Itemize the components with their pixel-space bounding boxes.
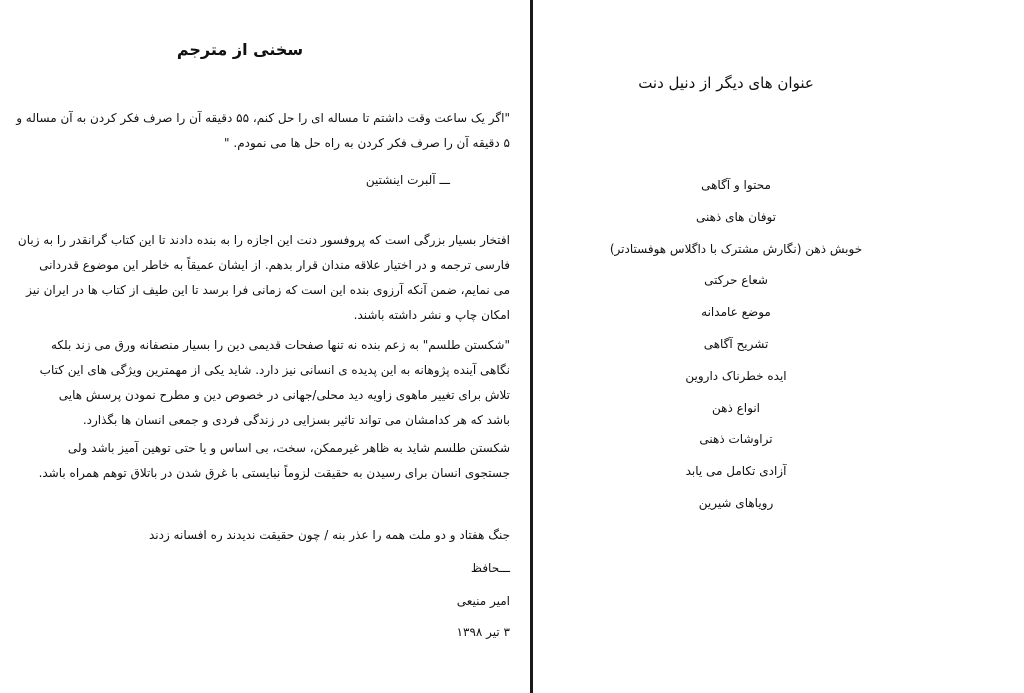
list-item: شعاع حرکتی: [704, 273, 768, 288]
other-titles-heading: عنوان های دیگر از دنیل دنت: [638, 74, 814, 92]
page-title: سخنی از مترجم: [176, 40, 304, 59]
list-item: تراوشات ذهنی: [699, 432, 773, 447]
paragraph-line: امکان چاپ و نشر داشته باشند.: [353, 308, 510, 322]
verse: جنگ هفتاد و دو ملت همه را عذر بنه / چون حقیقت ندیدند ره افسانه زدند: [148, 528, 510, 542]
paragraph-line: باشد که هر کدامشان می تواند تاثیر بسزایی در زندگی فردی و جمعی انسان ها بگذارد.: [82, 413, 510, 427]
list-item: خوبش ذهن (نگارش مشترک با داگلاس هوفستادتر): [609, 241, 863, 256]
right-page: [536, 0, 1024, 693]
translator-name: امیر منیعی: [456, 594, 510, 608]
paragraph-line: می نمایم، ضمن آنکه آرزوی بنده این است که زمانی فرا برسد تا این طیف از کتاب ها در ایران نیز: [26, 283, 510, 297]
paragraph-line: فارسی ترجمه و در اختیار علاقه مندان قرار بدهم. از ایشان عمیقاً به خاطر این موضوع قدردانی: [39, 258, 510, 272]
list-item: ایده خطرناک داروین: [685, 368, 787, 383]
list-item: محتوا و آگاهی: [701, 178, 771, 192]
page-divider: [530, 0, 533, 693]
paragraph-3: [39, 436, 510, 486]
paragraph-line: "شکستن طلسم" به زعم بنده نه تنها صفحات قدیمی دین را بسیار منصفانه ورق می زند بلکه: [50, 338, 510, 352]
date: ۳ تیر ۱۳۹۸: [456, 625, 510, 639]
list-item: رویاهای شیرین: [698, 495, 774, 510]
paragraph-2: [40, 333, 510, 433]
list-item: آزادی تکامل می یابد: [685, 464, 787, 479]
list-item: انواع ذهن: [712, 400, 760, 415]
titles-list: [536, 170, 936, 520]
quote-line: "اگر یک ساعت وقت داشتم تا مساله ای را حل کنم، ۵۵ دقیقه آن را صرف فکر کردن به آن مساله و: [16, 111, 510, 125]
quote-block: [16, 106, 510, 156]
paragraph-line: شکستن طلسم شاید به ظاهر غیرممکن، سخت، بی اساس و یا حتی توهین آمیز باشد ولی: [67, 441, 510, 455]
list-item: موضع عامدانه: [701, 305, 771, 320]
paragraph-1: [18, 228, 510, 328]
paragraph-line: جستجوی انسان برای رسیدن به حقیقت لزوماً نبایستی با غرق شدن در باتلاق توهم همراه باشد.: [38, 466, 510, 480]
list-item: تشریح آگاهی: [703, 336, 769, 351]
paragraph-line: افتخار بسیار بزرگی است که پروفسور دنت این اجازه را به بنده دادند تا این کتاب گرانقدر را به زبان: [17, 233, 510, 247]
quote-author: ـــ آلبرت اینشتین: [365, 173, 450, 187]
paragraph-line: نگاهی آینده پژوهانه به این پدیده ی انسانی نیز دارد. شاید یکی از مهمترین ویژگی های این کتاب: [39, 363, 510, 377]
paragraph-line: تلاش برای تغییر ماهوی زاویه دید محلی/جهانی در خصوص دین و مطرح نمودن پرسش هایی: [58, 388, 510, 402]
list-item: توفان های ذهنی: [695, 209, 777, 224]
quote-line: ۵ دقیقه آن را صرف فکر کردن به راه حل ها می نمودم. ": [224, 136, 510, 150]
verse-author: ـــحافظ: [470, 561, 510, 575]
